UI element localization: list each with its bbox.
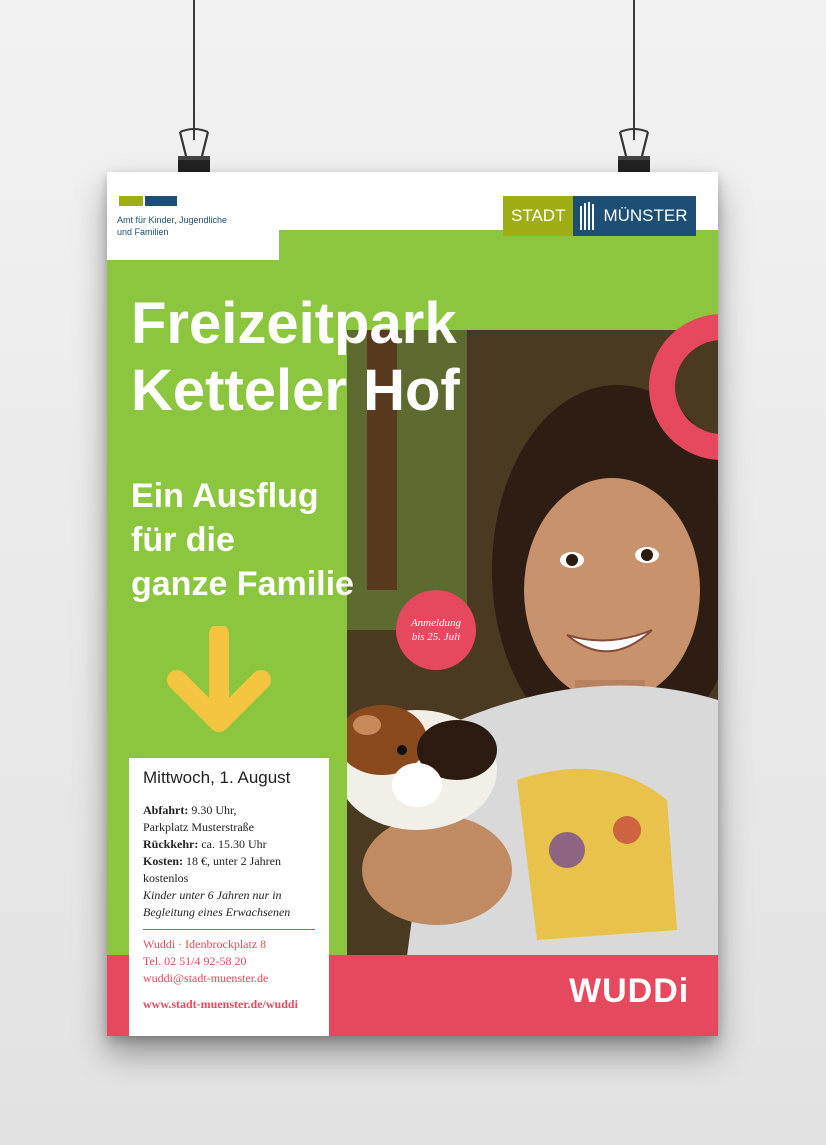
return-value: ca. 15.30 Uhr xyxy=(198,837,267,851)
muenster-label-box xyxy=(573,196,695,236)
wuddi-logo: WUDDi xyxy=(569,972,690,1010)
hanging-wire-right xyxy=(633,0,635,140)
registration-badge xyxy=(396,590,476,670)
note-line2 xyxy=(143,904,315,921)
note1-text: Kinder unter 6 Jahren nur in xyxy=(143,888,282,902)
poster xyxy=(107,172,718,1036)
city-emblem-icon xyxy=(579,202,597,230)
info-divider xyxy=(143,929,315,930)
arrow-down-icon xyxy=(163,626,275,736)
departure-label: Abfahrt: xyxy=(143,803,189,817)
hanging-wire-left xyxy=(193,0,195,140)
departure-line xyxy=(143,802,315,819)
event-info-box xyxy=(129,758,329,1036)
title-line1: Freizeitpark xyxy=(131,291,457,356)
departure-value: 9.30 Uhr, xyxy=(188,803,237,817)
return-line xyxy=(143,836,315,853)
stadt-muenster-logo xyxy=(503,196,696,236)
amt-logo-icon xyxy=(119,196,177,206)
contact-phone: Tel. 02 51/4 92-58 20 xyxy=(143,954,247,968)
event-date: Mittwoch, 1. August xyxy=(143,768,291,787)
title-line2: Ketteler Hof xyxy=(131,358,460,423)
website-url: www.stadt-muenster.de/wuddi xyxy=(143,997,298,1011)
cost-line xyxy=(143,853,315,870)
subtitle-line1: Ein Ausflug xyxy=(131,477,319,515)
contact-address: Wuddi · Idenbrockplatz 8 xyxy=(143,937,267,951)
cost-label: Kosten: xyxy=(143,854,183,868)
badge-line1: Anmeldung xyxy=(410,617,462,629)
muenster-label: MÜNSTER xyxy=(603,206,688,225)
contact-email: wuddi@stadt-muenster.de xyxy=(143,971,269,985)
event-subtitle xyxy=(131,474,391,606)
badge-line2: bis 25. Juli xyxy=(411,631,461,643)
subtitle-line2: für die xyxy=(131,521,235,559)
return-label: Rückkehr: xyxy=(143,837,199,851)
org-name-line2: und Familien xyxy=(117,227,169,237)
note2-text: Begleitung eines Erwachsenen xyxy=(143,905,291,919)
org-name xyxy=(117,214,257,238)
cost-value: 18 €, unter 2 Jahren xyxy=(183,854,281,868)
decorative-ring-icon xyxy=(637,302,718,472)
cost-line2: kostenlos xyxy=(143,871,189,885)
note-line1 xyxy=(143,887,315,904)
subtitle-line3: ganze Familie xyxy=(131,565,354,603)
stadt-label: STADT xyxy=(503,196,573,236)
org-name-line1: Amt für Kinder, Jugendliche xyxy=(117,215,228,225)
departure-place: Parkplatz Musterstraße xyxy=(143,820,254,834)
event-title xyxy=(131,290,551,424)
